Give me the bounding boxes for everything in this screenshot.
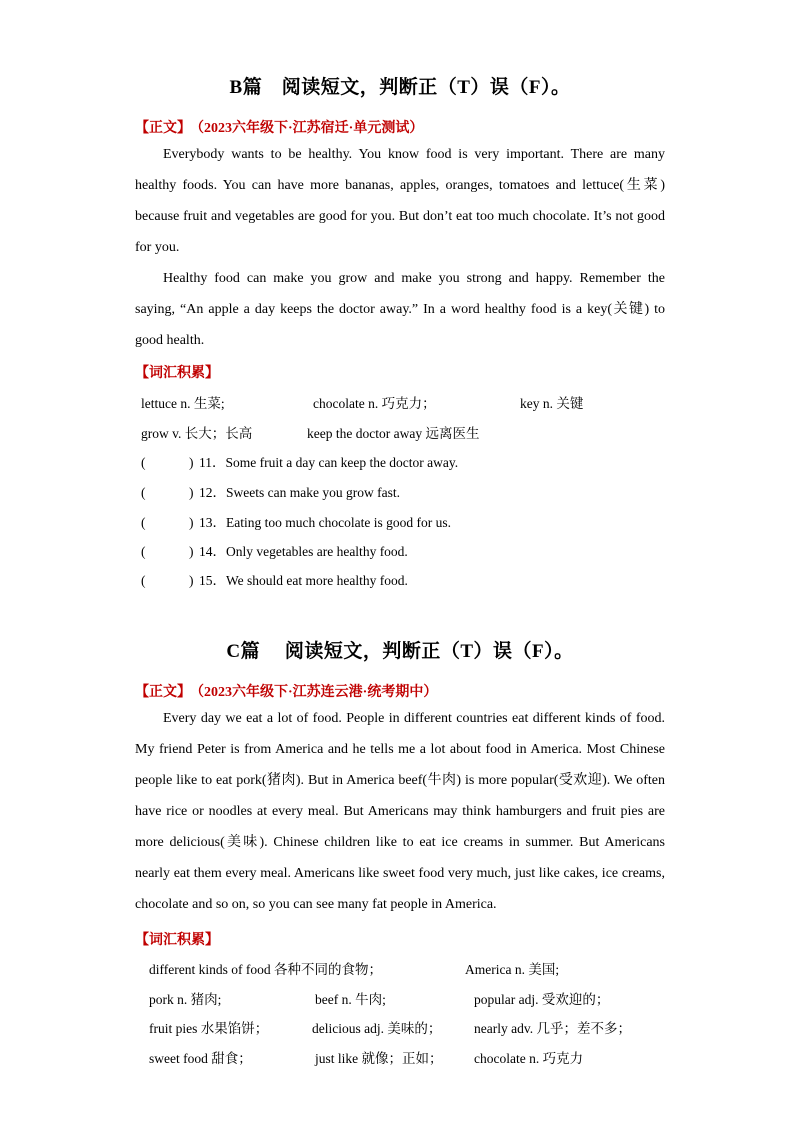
source-note: （2023六年级下·江苏连云港·统考期中） <box>197 685 438 700</box>
passage-line: My friend Peter is from America and he tells me a lot about food in America. Most Chinese <box>135 742 665 757</box>
text-tag: 【正文】 <box>135 685 191 700</box>
text-tag: 【正文】 <box>135 121 191 136</box>
vocab-item: grow v. 长大；长高 <box>141 426 253 441</box>
passage-line: for you. <box>135 240 180 255</box>
vocab-item: key n. 关键 <box>520 396 584 411</box>
passage-line: Healthy food can make you grow and make you strong and happy. Remember the <box>163 271 665 286</box>
vocab-item: pork n. 猪肉; <box>149 992 222 1007</box>
answer-blank-open[interactable]: ( <box>141 515 146 530</box>
section-b-vocab-heading: 【词汇积累】 <box>135 366 219 381</box>
passage-line: more delicious(美味). Chinese children like to eat ice creams in summer. But Americans <box>135 835 665 850</box>
section-b-passage <box>135 139 665 356</box>
answer-blank-close: ) <box>189 544 194 559</box>
question-text: 13．Eating too much chocolate is good for us. <box>199 515 451 530</box>
answer-blank-open[interactable]: ( <box>141 455 146 470</box>
vocab-item: America n. 美国; <box>465 962 560 977</box>
section-b-title: B篇 阅读短文，判断正（T）误（F）。 <box>229 77 571 98</box>
vocab-item: lettuce n. 生菜; <box>141 396 225 411</box>
answer-blank-open[interactable]: ( <box>141 485 146 500</box>
passage-line: saying, “An apple a day keeps the doctor away.” In a word healthy food is a key(关键) to <box>135 302 665 317</box>
answer-blank-open[interactable]: ( <box>141 544 146 559</box>
question-text: 12．Sweets can make you grow fast. <box>199 485 400 500</box>
question-text: 14．Only vegetables are healthy food. <box>199 544 408 559</box>
section-c-passage <box>135 703 665 920</box>
passage-line: people like to eat pork(猪肉). But in America beef(牛肉) is more popular(受欢迎). We often <box>135 773 665 788</box>
answer-blank-close: ) <box>189 455 194 470</box>
vocab-item: fruit pies 水果馅饼； <box>149 1021 269 1036</box>
section-c-title: C篇 阅读短文，判断正（T）误（F）。 <box>226 641 574 662</box>
vocab-item: nearly adv. 几乎；差不多； <box>474 1021 631 1036</box>
question-15 <box>141 569 408 589</box>
passage-line: because fruit and vegetables are good for you. But don’t eat too much chocolate. It’s not good <box>135 209 665 224</box>
answer-blank-open[interactable]: ( <box>141 573 146 588</box>
passage-line: good health. <box>135 333 205 348</box>
passage-line: have rice or noodles at every meal. But Americans may think hamburgers and fruit pies are <box>135 804 665 819</box>
vocab-item: sweet food 甜食； <box>149 1051 252 1066</box>
passage-line: chocolate and so on, so you can see many fat people in America. <box>135 897 497 912</box>
question-14 <box>141 540 408 560</box>
question-text: 15．We should eat more healthy food. <box>199 573 408 588</box>
vocab-item: popular adj. 受欢迎的； <box>474 992 610 1007</box>
vocab-item: keep the doctor away 远离医生 <box>307 426 480 441</box>
vocab-item: delicious adj. 美味的； <box>312 1021 442 1036</box>
question-12 <box>141 481 400 501</box>
source-note: （2023六年级下·江苏宿迁·单元测试） <box>197 121 424 136</box>
answer-blank-close: ) <box>189 515 194 530</box>
question-13 <box>141 511 451 531</box>
question-text: 11．Some fruit a day can keep the doctor away. <box>199 455 459 470</box>
passage-line: Every day we eat a lot of food. People in different countries eat different kinds of food. <box>163 711 665 726</box>
answer-blank-close: ) <box>189 573 194 588</box>
question-11 <box>141 451 458 471</box>
section-c-source-tag <box>135 681 437 701</box>
vocab-item: different kinds of food 各种不同的食物； <box>149 962 382 977</box>
section-b-source-tag <box>135 117 423 137</box>
vocab-item: chocolate n. 巧克力 <box>474 1051 584 1066</box>
vocab-item: beef n. 牛肉; <box>315 992 386 1007</box>
answer-blank-close: ) <box>189 485 194 500</box>
passage-line: healthy foods. You can have more bananas, apples, oranges, tomatoes and lettuce(生菜) <box>135 178 665 193</box>
section-c-vocab-heading: 【词汇积累】 <box>135 933 219 948</box>
vocab-item: just like 就像；正如； <box>315 1051 443 1066</box>
vocab-item: chocolate n. 巧克力； <box>313 396 436 411</box>
passage-line: Everybody wants to be healthy. You know food is very important. There are many <box>163 147 665 162</box>
passage-line: nearly eat them every meal. Americans like sweet food very much, just like cakes, ice creams, <box>135 866 665 881</box>
